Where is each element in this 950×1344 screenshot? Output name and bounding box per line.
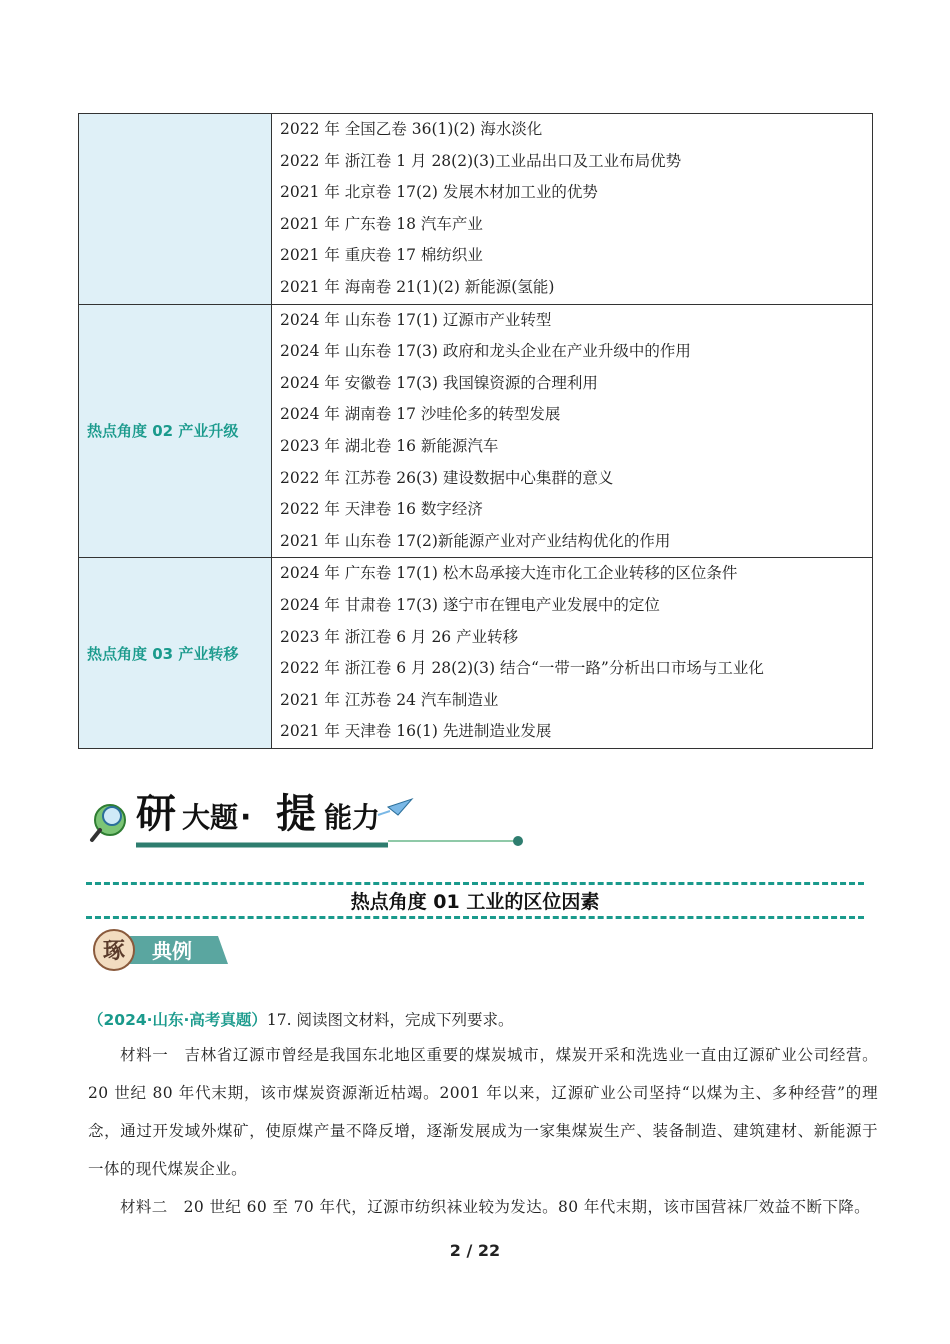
category-cell — [79, 114, 272, 305]
items-cell — [272, 558, 873, 749]
banner-dot: · — [240, 800, 252, 835]
banner-char2: 提 — [276, 790, 316, 837]
exam-item: 2024 年 山东卷 17(1) 辽源市产业转型 — [280, 310, 552, 329]
exam-item: 2024 年 安徽卷 17(3) 我国镍资源的合理利用 — [280, 373, 598, 392]
exam-item: 2021 年 重庆卷 17 棉纺织业 — [280, 246, 483, 265]
badge-circle-char: 琢 — [102, 938, 126, 964]
paper-plane-icon — [378, 799, 412, 815]
exam-item: 2023 年 湖北卷 16 新能源汽车 — [280, 436, 499, 455]
category-cell: 热点角度 03 产业转移 — [79, 558, 272, 749]
exam-item: 2022 年 天津卷 16 数字经济 — [280, 500, 483, 519]
exam-item: 2022 年 浙江卷 6 月 28(2)(3) 结合“一带一路”分析出口市场与工业化 — [280, 659, 764, 678]
items-cell — [272, 114, 873, 305]
divider-top — [86, 882, 864, 885]
exam-item: 2021 年 北京卷 17(2) 发展木材加工业的优势 — [280, 183, 598, 202]
exam-item: 2021 年 江苏卷 24 汽车制造业 — [280, 690, 499, 709]
exam-item: 2023 年 浙江卷 6 月 26 产业转移 — [280, 627, 519, 646]
banner-char1: 研 — [136, 790, 176, 837]
exam-reference-table — [78, 113, 873, 749]
exam-item: 2021 年 广东卷 18 汽车产业 — [280, 214, 483, 233]
badge-label: 典例 — [152, 939, 192, 963]
exam-item: 2021 年 天津卷 16(1) 先进制造业发展 — [280, 722, 552, 741]
exam-item: 2024 年 山东卷 17(3) 政府和龙头企业在产业升级中的作用 — [280, 342, 691, 361]
exam-item: 2024 年 广东卷 17(1) 松木岛承接大连市化工企业转移的区位条件 — [280, 564, 738, 583]
category-cell: 热点角度 02 产业升级 — [79, 304, 272, 558]
section-title: 热点角度 01 工业的区位因素 — [350, 891, 600, 913]
table-row — [79, 558, 873, 749]
divider-bottom — [86, 916, 864, 919]
exam-item: 2022 年 全国乙卷 36(1)(2) 海水淡化 — [280, 120, 543, 138]
exam-item: 2021 年 山东卷 17(2)新能源产业对产业结构优化的作用 — [280, 531, 671, 550]
material-paragraph-2: 材料二 20 世纪 60 至 70 年代，辽源市纺织袜业较为发达。80 年代末期，该市国营袜厂效益不断下降。 — [120, 1198, 871, 1216]
section-banner — [88, 785, 538, 855]
question-source: （2024·山东·高考真题） — [88, 1011, 267, 1029]
page-number: 2 / 22 — [449, 1241, 501, 1260]
example-badge — [90, 928, 230, 972]
exam-item: 2022 年 浙江卷 1 月 28(2)(3)工业品出口及工业布局优势 — [280, 151, 682, 170]
exam-item: 2021 年 海南卷 21(1)(2) 新能源(氢能) — [280, 277, 555, 296]
table-row — [79, 114, 873, 305]
question-heading — [88, 1008, 878, 1032]
banner-text2: 能力 — [324, 801, 381, 834]
exam-item: 2024 年 湖南卷 17 沙哇伦多的转型发展 — [280, 405, 561, 424]
magnifier-icon — [92, 805, 125, 840]
exam-item: 2022 年 江苏卷 26(3) 建设数据中心集群的意义 — [280, 468, 614, 487]
items-cell — [272, 304, 873, 558]
material-paragraph-1: 材料一 吉林省辽源市曾经是我国东北地区重要的煤炭城市，煤炭开采和洗选业一直由辽源矿业公司经营。20 世纪 80 年代末期，该市煤炭资源渐近枯竭。2001 年以来，辽源矿业公司坚持“以煤为主、多种经营”的理念，通过开发域外煤矿，使原煤产量不降反增，逐渐发展成为一家集煤炭生产、装备制造、建筑建材、新能源于一体的现代煤炭企业。 — [88, 1046, 878, 1178]
table-row — [79, 304, 873, 558]
exam-item: 2024 年 甘肃卷 17(3) 遂宁市在锂电产业发展中的定位 — [280, 595, 660, 614]
banner-text1: 大题 — [182, 801, 239, 834]
question-text: 17. 阅读图文材料，完成下列要求。 — [266, 1011, 514, 1029]
